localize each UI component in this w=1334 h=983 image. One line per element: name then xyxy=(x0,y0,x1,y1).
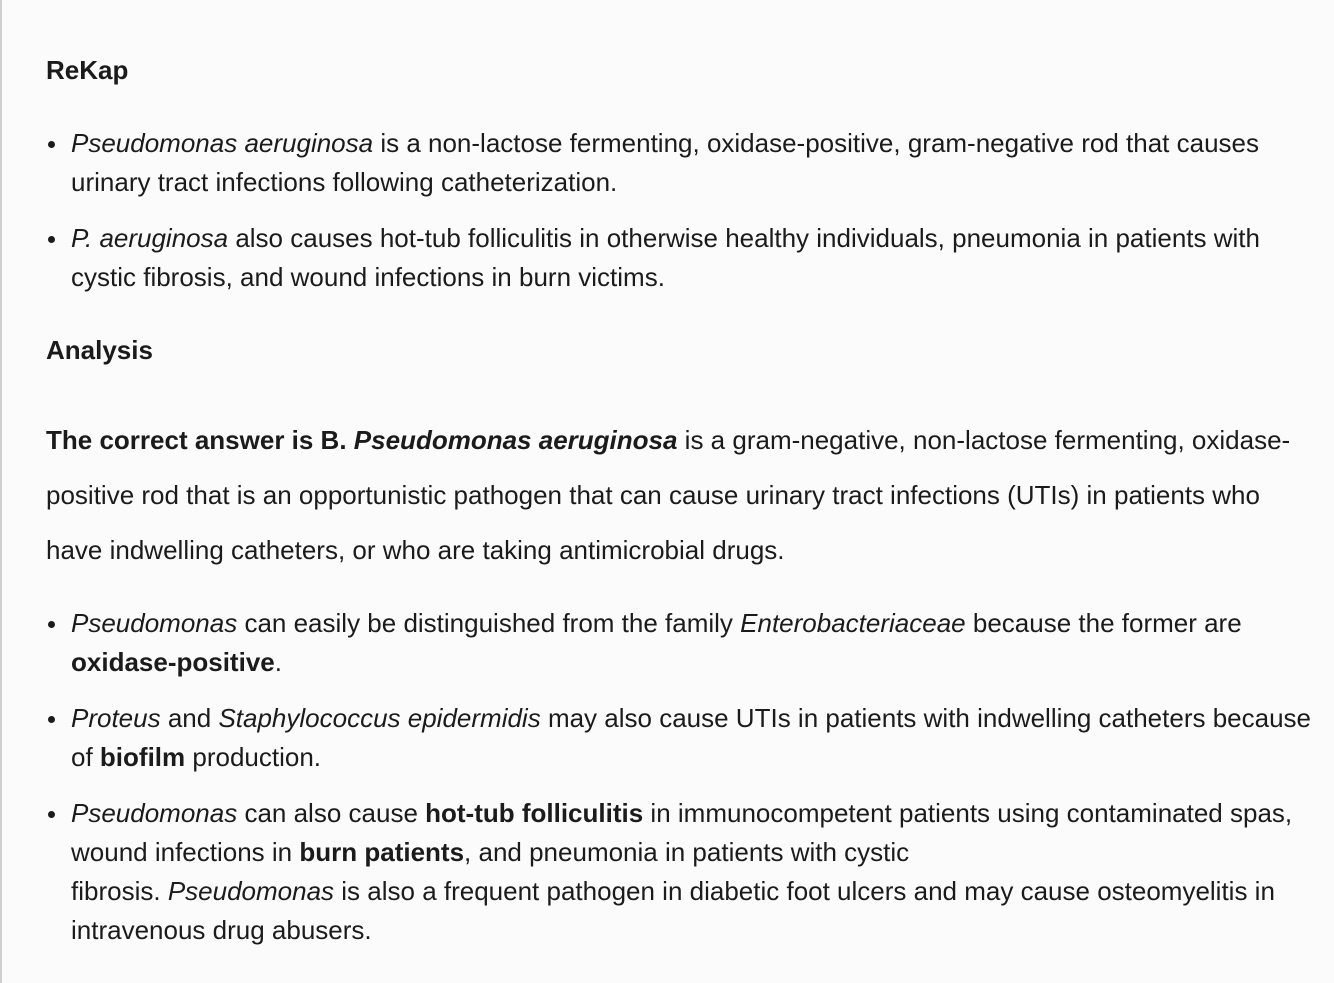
analysis-list xyxy=(46,604,1316,950)
family-name: Enterobacteriaceae xyxy=(740,608,966,638)
bullet-text: also causes hot-tub folliculitis in otherwise healthy individuals, pneumonia in patients with cystic fibrosis, and wound infections in burn victims. xyxy=(71,223,1260,292)
organism-name: Pseudomonas xyxy=(71,798,238,828)
left-border xyxy=(0,0,2,983)
rekap-bullet-2 xyxy=(46,219,1316,297)
key-term: oxidase-positive xyxy=(71,647,275,677)
bullet-text: production. xyxy=(185,742,322,772)
organism-name: Pseudomonas aeruginosa xyxy=(71,128,374,158)
bullet-text: and xyxy=(160,703,219,733)
bullet-text: can also cause xyxy=(237,798,426,828)
organism-name: P. aeruginosa xyxy=(71,223,229,253)
bullet-text: fibrosis. xyxy=(71,876,168,906)
rekap-bullet-1 xyxy=(46,124,1316,202)
rekap-heading: ReKap xyxy=(46,55,129,85)
analysis-bullet-2 xyxy=(46,699,1316,777)
answer-lead: The correct answer is B. xyxy=(46,425,354,455)
answer-organism: Pseudomonas aeruginosa xyxy=(353,425,678,455)
key-term: hot-tub folliculitis xyxy=(425,798,644,828)
answer-paragraph xyxy=(46,413,1316,578)
bullet-text: is a non-lactose fermenting, oxidase-positive, gram-negative rod that causes urinary tract infections following catheterization. xyxy=(71,128,1260,197)
bullet-text: , and pneumonia in patients with cystic xyxy=(464,837,910,867)
answer-text: is a gram-negative, non-lactose fermenting, oxidase-positive rod that is an opportunistic pathogen that can cause urinary tract infections (UTIs) in patients who have indwelling catheters, or who are taking antimicrobial drugs. xyxy=(46,425,1291,565)
organism-name: Proteus xyxy=(71,703,161,733)
rekap-list xyxy=(46,124,1316,297)
bullet-text: in immunocompetent patients using contaminated spas, wound infections in xyxy=(71,798,1293,867)
analysis-bullet-3 xyxy=(46,794,1316,950)
organism-name: Pseudomonas xyxy=(167,876,335,906)
analysis-bullet-1 xyxy=(46,604,1316,682)
analysis-heading: Analysis xyxy=(46,335,153,365)
bullet-text: . xyxy=(274,647,282,677)
bullet-text: because the former are xyxy=(965,608,1242,638)
bullet-text: is also a frequent pathogen in diabetic foot ulcers and may cause osteomyelitis in intravenous drug abusers. xyxy=(71,876,1275,945)
bullet-text: can easily be distinguished from the family xyxy=(237,608,741,638)
bullet-text: may also cause UTIs in patients with indwelling catheters because of xyxy=(71,703,1311,772)
key-term: burn patients xyxy=(299,837,465,867)
organism-name: Pseudomonas xyxy=(71,608,238,638)
key-term: biofilm xyxy=(99,742,186,772)
organism-name: Staphylococcus epidermidis xyxy=(218,703,541,733)
